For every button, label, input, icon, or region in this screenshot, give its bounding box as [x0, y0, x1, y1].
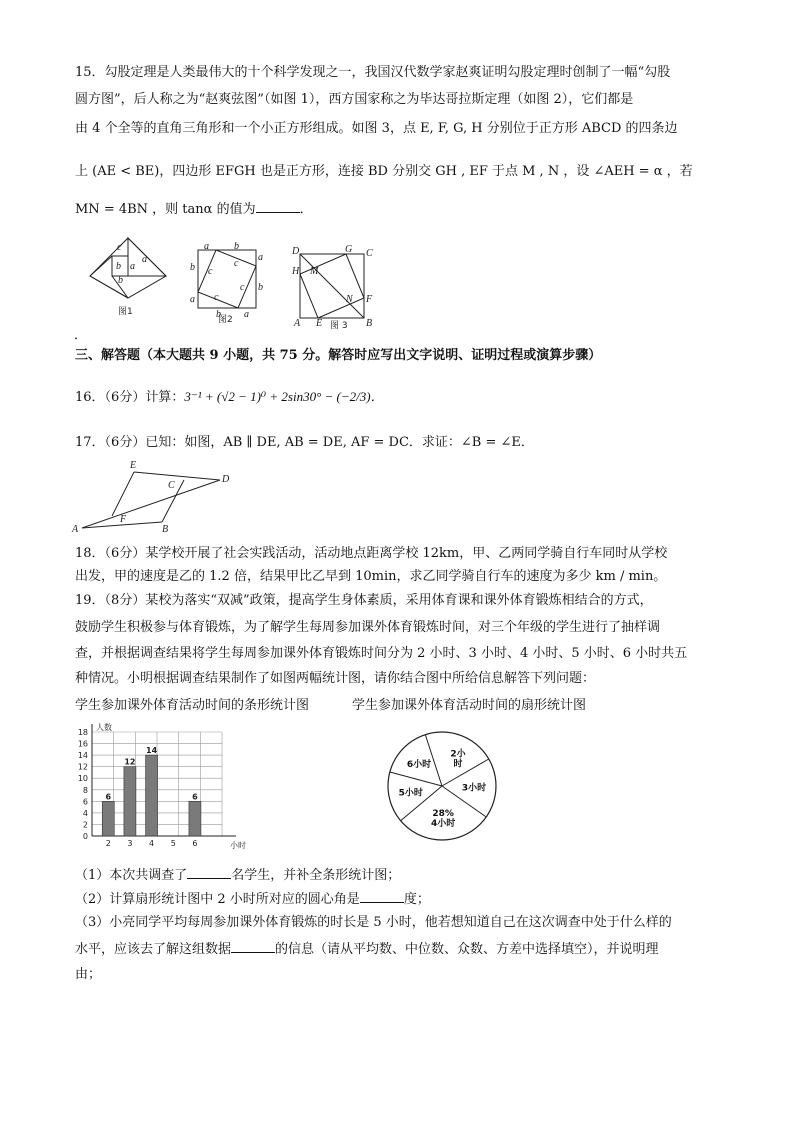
label-D: D — [222, 474, 230, 485]
answer-blank — [256, 200, 300, 213]
q15-line-5-end: ． — [299, 202, 313, 217]
svg-text:M: M — [310, 266, 319, 277]
q16 — [75, 388, 384, 407]
svg-text:c: c — [240, 282, 245, 293]
bar — [102, 801, 114, 836]
q15-line-1: 15．勾股定理是人类最伟大的十个科学发现之一，我国汉代数学家赵爽证明勾股定理时创制了一幅“勾股 — [75, 65, 671, 80]
q19-line-4: 种情况。小明根据调查结果制作了如图两幅统计图，请你结合图中所给信息解答下列问题： — [75, 671, 596, 686]
y-tick-label: 6 — [82, 797, 88, 807]
x-tick-label: 2 — [105, 839, 111, 848]
y-tick-label: 10 — [77, 774, 88, 784]
svg-text:a: a — [130, 261, 135, 272]
q15-line-2: 圆方图”，后人称之为“赵爽弦图”（如图 1），西方国家称之为毕达哥拉斯定理（如图 2），它们都是 — [75, 92, 634, 107]
q16-prefix: 16．（6分）计算： — [75, 390, 185, 405]
svg-text:b: b — [116, 261, 121, 272]
q15-line-5-text: MN = 4BN ，则 tanα 的值为 — [75, 202, 256, 217]
svg-text:c: c — [214, 292, 219, 303]
svg-text:b: b — [258, 282, 263, 293]
q18-line-2: 出发，甲的速度是乙的 1.2 倍，结果甲比乙早到 10min，求乙同学骑自行车的速度为多少 km / min。 — [75, 569, 667, 584]
answer-blank-3 — [231, 940, 275, 953]
bar-chart-svg — [70, 720, 250, 858]
section-3-heading: 三、解答题（本大题共 9 小题，共 75 分。解答时应写出文字说明、证明过程或演算步骤） — [75, 348, 602, 363]
y-tick-label: 4 — [82, 808, 88, 818]
bar-value-label: 6 — [192, 792, 198, 802]
svg-text:c: c — [234, 258, 239, 269]
pie-slice-label: 5小时 — [398, 788, 423, 799]
svg-text:C: C — [366, 248, 373, 259]
q19-sub-3-b2: 的信息（请从平均数、中位数、众数、方差中选择填空），并说明理 — [275, 942, 659, 957]
q15-line-4: 上 (AE < BE)，四边形 EFGH 也是正方形，连接 BD 分别交 GH , EF 于点 M , N ，设 ∠AEH = α ，若 — [75, 164, 693, 179]
x-tick-label: 5 — [170, 839, 176, 848]
y-tick-label: 14 — [77, 751, 88, 761]
bar-value-label: 12 — [124, 757, 136, 767]
q19-sub-3-line-3: 由； — [75, 967, 102, 982]
q19-sub-1-b: 名学生，并补全条形统计图； — [231, 868, 401, 883]
bar-chart-title: 学生参加课外体育活动时间的条形统计图 — [75, 698, 310, 713]
svg-text:H: H — [292, 266, 300, 277]
answer-blank-1 — [187, 866, 231, 879]
q19-sub-2-b: 度； — [403, 892, 430, 907]
q18-line-1: 18．（6分）某学校开展了社会实践活动，活动地点距离学校 12km，甲、乙两同学骑自行车同时从学校 — [75, 546, 668, 561]
q15-line-5 — [75, 200, 313, 219]
pie-slice-label: 6小时 — [406, 759, 432, 770]
figure-3-caption: 图 3 — [330, 321, 348, 331]
bar-value-label: 14 — [146, 746, 158, 756]
y-tick-label: 12 — [77, 762, 88, 772]
q19-line-1: 19．（8分）某校为落实“双减”政策，提高学生身体素质，采用体育课和课外体育锻炼相结合的方式， — [75, 593, 653, 608]
svg-text:a: a — [190, 294, 195, 305]
svg-text:a: a — [258, 252, 263, 263]
x-tick-label: 3 — [127, 839, 133, 848]
q19-sub-1 — [75, 866, 400, 885]
pie-slice-label: 28% — [432, 808, 454, 819]
bar-value-label: 6 — [105, 792, 112, 802]
bar — [124, 767, 136, 836]
svg-text:b: b — [216, 309, 221, 320]
svg-text:a: a — [142, 254, 147, 265]
q16-expression: 3⁻¹ + (√2 − 1)⁰ + 2sin30° − (−2/3)． — [184, 389, 384, 404]
figure-1-caption: 图1 — [118, 307, 133, 317]
bar-chart — [70, 720, 250, 858]
figure-2-caption: 图2 — [218, 315, 233, 325]
y-tick-label: 8 — [82, 785, 88, 795]
q19-sub-1-a: （1）本次共调查了 — [75, 868, 188, 883]
y-tick-label: 16 — [77, 739, 88, 749]
answer-blank-2 — [360, 890, 404, 903]
q19-line-3: 查，并根据调查结果将学生每周参加课外体育锻炼时间分为 2 小时、3 小时、4 小时、5 小时、6 小时共五 — [75, 646, 688, 661]
svg-text:b: b — [190, 262, 195, 273]
y-axis-label: 人数 — [96, 723, 112, 732]
y-tick-label: 18 — [77, 728, 88, 737]
q19-sub-3-b1: 水平，应该去了解这组数据 — [75, 942, 232, 957]
x-tick-label: 4 — [149, 839, 155, 848]
q17-figure — [72, 458, 232, 534]
x-axis-label: 小时 — [230, 841, 246, 850]
q19-sub-3-line-1: （3）小亮同学平均每周参加课外体育锻炼的时长是 5 小时，他若想知道自己在这次调查中处于什么样的 — [75, 915, 672, 930]
svg-text:A: A — [294, 318, 301, 329]
figure-2 — [188, 241, 266, 325]
q19-sub-3-line-2 — [75, 940, 659, 959]
q19-sub-2 — [75, 890, 430, 909]
label-E: E — [130, 460, 137, 471]
y-tick-label: 2 — [82, 820, 88, 830]
x-tick-label: 6 — [192, 839, 198, 848]
q19-sub-2-a: （2）计算扇形统计图中 2 小时所对应的圆心角是 — [75, 892, 360, 907]
q15-line-3: 由 4 个全等的直角三角形和一个小正方形组成。如图 3，点 E, F, G, H 分别位于正方形 ABCD 的四条边 — [75, 121, 678, 136]
svg-text:G: G — [345, 244, 353, 255]
svg-text:c: c — [117, 242, 122, 253]
label-C: C — [168, 480, 175, 491]
svg-text:a: a — [244, 309, 249, 320]
svg-text:a: a — [204, 241, 209, 252]
pie-slice-label: 时 — [453, 759, 463, 770]
bar — [189, 801, 201, 836]
svg-text:b: b — [234, 241, 239, 252]
bar — [146, 755, 158, 836]
svg-text:b: b — [118, 275, 123, 286]
y-tick-label: 0 — [82, 832, 88, 841]
svg-text:B: B — [366, 318, 373, 329]
q17: 17．（6分）已知：如图，AB ∥ DE, AB = DE, AF = DC．求证：∠B = ∠E． — [75, 435, 534, 450]
pie-chart — [384, 728, 500, 844]
figure-1 — [88, 236, 168, 318]
svg-text:N: N — [346, 294, 353, 305]
pie-slice-label: 4小时 — [430, 818, 456, 829]
figure-dot: ． — [74, 328, 88, 343]
svg-text:D: D — [292, 246, 300, 257]
svg-text:E: E — [316, 318, 323, 329]
svg-text:c: c — [208, 266, 213, 277]
pie-slice-label: 3小时 — [461, 783, 487, 794]
figure-3 — [290, 246, 372, 330]
label-F: F — [120, 514, 127, 525]
label-B: B — [162, 524, 169, 535]
label-A: A — [72, 524, 79, 535]
q19-line-2: 鼓励学生积极参与体育锻炼，为了解学生每周参加课外体育锻炼时间，对三个年级的学生进行了抽样调 — [75, 620, 661, 635]
pie-chart-title: 学生参加课外体育活动时间的扇形统计图 — [352, 698, 587, 713]
pie-slice-label: 2小 — [450, 749, 466, 760]
pie-chart-svg — [384, 728, 500, 844]
svg-text:F: F — [366, 294, 373, 305]
